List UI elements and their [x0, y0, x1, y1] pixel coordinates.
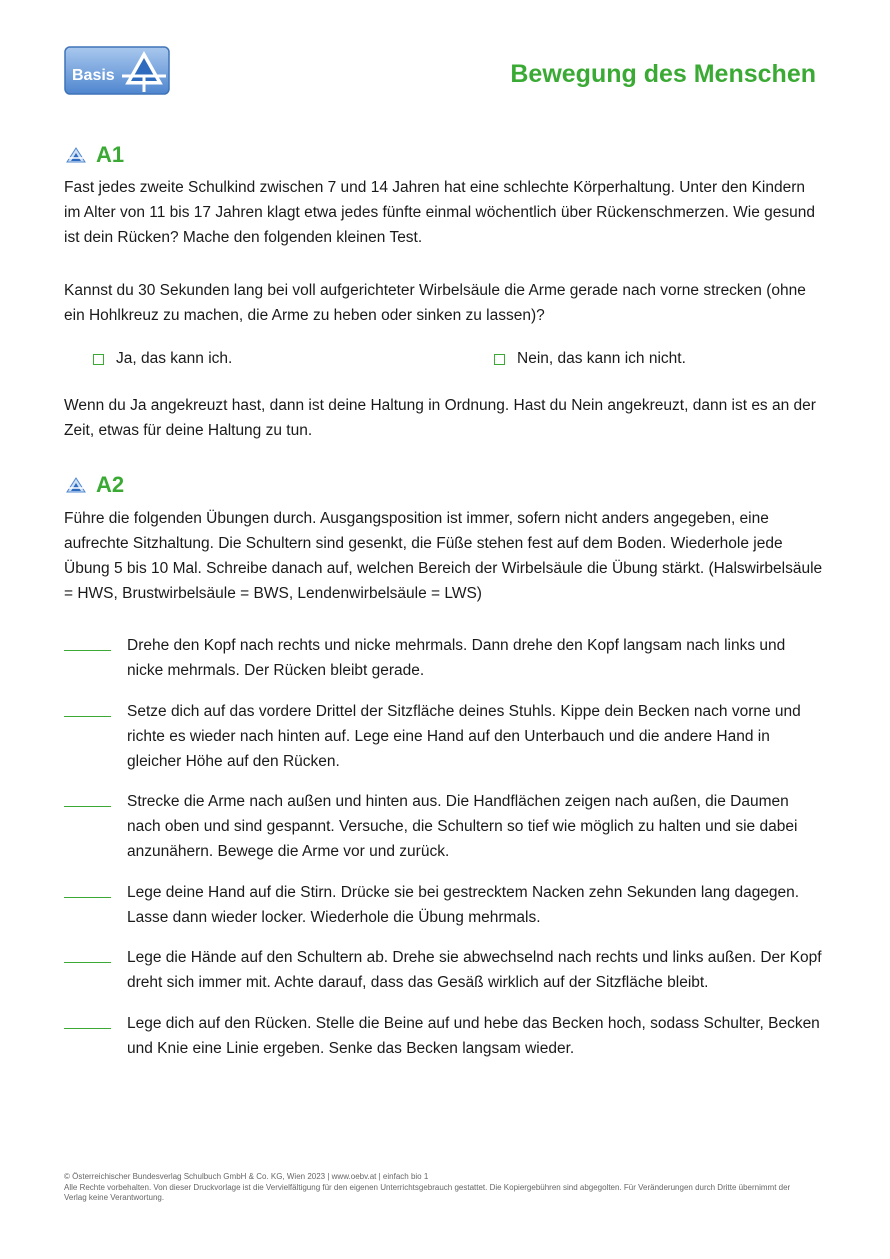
a1-question: Kannst du 30 Sekunden lang bei voll aufgerichteter Wirbelsäule die Arme gerade nach vorne strecken (ohne ein Hohlkreuz zu machen, die Arme zu heben oder sinken zu lassen)?: [64, 282, 806, 324]
option-no[interactable]: [494, 350, 686, 368]
exercise-text: Setze dich auf das vordere Drittel der Sitzfläche deines Stuhls. Kippe dein Becken nach vorne und richte es wieder nach hinten auf. Lege eine Hand auf den Unterbauch und die andere Hand in gleicher Höhe auf den Rücken.: [127, 703, 801, 770]
page-title: Bewegung des Menschen: [510, 60, 816, 88]
answer-blank[interactable]: [64, 1028, 111, 1029]
checkbox-no[interactable]: [494, 354, 505, 365]
a1-intro: Fast jedes zweite Schulkind zwischen 7 und 14 Jahren hat eine schlechte Körperhaltung. Unter den Kindern im Alter von 11 bis 17 Jahren klagt etwa jedes fünfte einmal wöchentlich über Rückenschmerzen. Wie gesund ist dein Rücken? Mache den folgenden kleinen Test.: [64, 179, 816, 246]
option-no-label: Nein, das kann ich nicht.: [517, 350, 686, 367]
option-yes[interactable]: [93, 350, 232, 368]
exercise-text: Lege die Hände auf den Schultern ab. Drehe sie abwechselnd nach rechts und links außen. Der Kopf dreht sich immer mit. Achte darauf, dass das Gesäß wirklich auf der Sitzfläche bleibt.: [127, 949, 822, 991]
exercise-text: Lege dich auf den Rücken. Stelle die Beine auf und hebe das Becken hoch, sodass Schulter, Becken und Knie eine Linie ergeben. Senke das Becken langsam wieder.: [127, 1015, 820, 1057]
a1-conclusion: Wenn du Ja angekreuzt hast, dann ist deine Haltung in Ordnung. Hast du Nein angekreuzt, dann ist es an der Zeit, etwas für deine Haltung zu tun.: [64, 397, 816, 439]
basis-logo: [64, 46, 170, 95]
basis-level-icon: [66, 147, 86, 163]
footer-copyright: © Österreichischer Bundesverlag Schulbuch GmbH & Co. KG, Wien 2023 | www.oebv.at | einfach bio 1: [64, 1172, 429, 1181]
section-label: A2: [96, 472, 125, 497]
answer-blank[interactable]: [64, 650, 111, 651]
footer: [64, 1172, 804, 1204]
checkbox-yes[interactable]: [93, 354, 104, 365]
section-label: A1: [96, 142, 125, 167]
answer-blank[interactable]: [64, 962, 111, 963]
footer-rights: Alle Rechte vorbehalten. Von dieser Druckvorlage ist die Vervielfältigung für den eigenen Unterrichtsgebrauch gestattet. Die Kopiergebühren sind abgegolten. Für Veränderungen durch Dritte übernimmt der Verlag keine Verantwortung.: [64, 1182, 791, 1202]
exercise-text: Drehe den Kopf nach rechts und nicke mehrmals. Dann drehe den Kopf langsam nach links und nicke mehrmals. Der Rücken bleibt gerade.: [127, 637, 786, 679]
answer-blank[interactable]: [64, 806, 111, 807]
a2-intro: Führe die folgenden Übungen durch. Ausgangsposition ist immer, sofern nicht anders angegeben, eine aufrechte Sitzhaltung. Die Schultern sind gesenkt, die Füße stehen fest auf dem Boden. Wiederhole jede Übung 5 bis 10 Mal. Schreibe danach auf, welchen Bereich der Wirbelsäule die Übung stärkt. (Halswirbelsäule = HWS, Brustwirbelsäule = BWS, Lendenwirbelsäule = LWS): [64, 510, 823, 602]
exercise-text: Strecke die Arme nach außen und hinten aus. Die Handflächen zeigen nach außen, die Daumen nach oben und sind gespannt. Versuche, die Schultern so tief wie möglich zu halten und sie dabei anzunähern. Bewege die Arme vor und zurück.: [127, 793, 798, 860]
exercise-text: Lege deine Hand auf die Stirn. Drücke sie bei gestrecktem Nacken zehn Sekunden lang dagegen. Lasse dann wieder locker. Wiederhole die Übung mehrmals.: [127, 884, 800, 926]
logo-text: Basis: [72, 67, 115, 84]
section-a1-heading: [66, 141, 124, 169]
answer-blank[interactable]: [64, 716, 111, 717]
option-yes-label: Ja, das kann ich.: [116, 350, 233, 367]
section-a2-heading: [66, 471, 124, 499]
answer-blank[interactable]: [64, 897, 111, 898]
basis-level-icon: [66, 477, 86, 493]
